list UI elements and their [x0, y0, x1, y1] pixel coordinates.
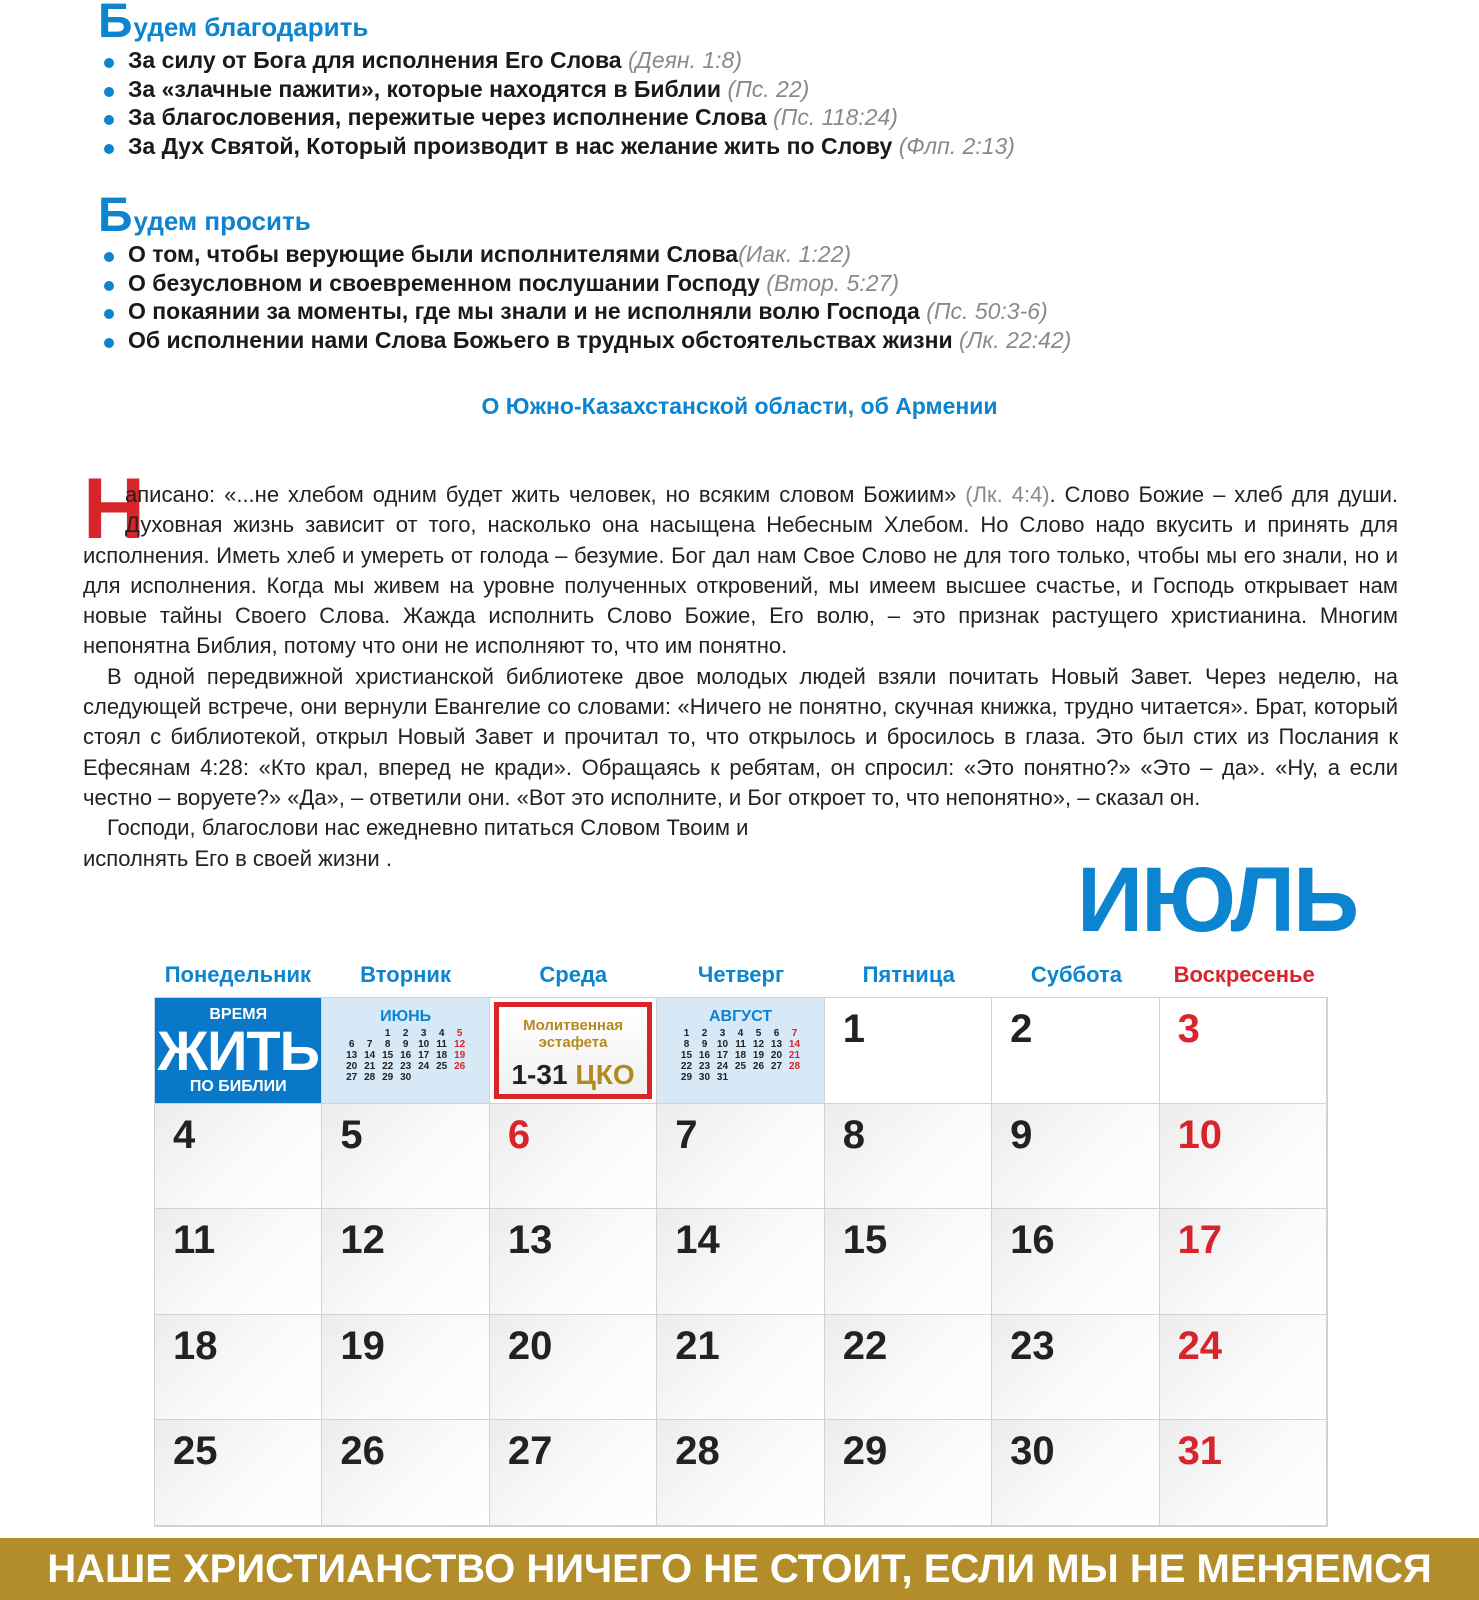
calendar-day-cell[interactable]	[825, 1104, 992, 1210]
mini-day: 12	[752, 1039, 765, 1050]
day-number: 13	[507, 1218, 553, 1263]
calendar-day-cell[interactable]	[657, 1420, 824, 1526]
bullet-icon	[104, 281, 114, 291]
calendar-day-cell[interactable]	[155, 1209, 322, 1315]
mini-month-name: АВГУСТ	[708, 1008, 773, 1025]
mini-day: 29	[680, 1072, 693, 1083]
mini-day	[433, 1072, 451, 1083]
mini-calendar	[677, 1028, 803, 1083]
ask-item: О безусловном и своевременном послушании Господу (Втор. 5:27)	[98, 269, 1071, 298]
day-number: 24	[1177, 1323, 1223, 1368]
calendar-day-cell[interactable]	[322, 1209, 489, 1315]
calendar-day-cell[interactable]	[1160, 1420, 1327, 1526]
thanks-item: За благословения, пережитые через исполнение Слова (Пс. 118:24)	[98, 103, 1015, 132]
mini-day: 29	[382, 1072, 394, 1083]
article-paragraph-2: В одной передвижной христианской библиотеке двое молодых людей взяли почитать Новый Завет. Через неделю, на следующей встрече, они вернули Евангелие со словами: «Ничего не понятно, скучная книжка, трудно читается». Брат, который стоял с библиотекой, открыл Новый Завет и прочитал то, что открылось и бросилось в глаза. Это был стих из Послания к Ефесянам 4:28: «Кто крал, вперед не кради». Обращаясь к ребятам, он спросил: «Это понятно?» «Это – да». «Ну, а если честно – воруете?» «Да», – ответили они. «Вот это исполните, и Бог откроет то, что непонятно», – сказал он.	[83, 663, 1398, 810]
mini-day: 18	[436, 1050, 448, 1061]
brand-cell	[155, 998, 322, 1104]
calendar-day-cell[interactable]	[322, 1315, 489, 1421]
mini-day: 23	[400, 1061, 412, 1072]
mini-day: 20	[770, 1050, 783, 1061]
scripture-ref: (Втор. 5:27)	[766, 269, 899, 296]
calendar-day-cell[interactable]	[825, 1420, 992, 1526]
day-number: 5	[340, 1112, 363, 1157]
mini-day	[731, 1072, 749, 1083]
scripture-ref: (Пс. 22)	[727, 75, 810, 102]
mini-day: 5	[755, 1028, 762, 1039]
mini-day: 10	[716, 1039, 729, 1050]
scripture-ref: (Пс. 118:24)	[773, 104, 898, 130]
mini-day: 1	[384, 1028, 391, 1039]
mini-day	[343, 1028, 361, 1039]
day-number: 15	[842, 1218, 888, 1263]
mini-day: 24	[418, 1061, 430, 1072]
ask-item: Об исполнении нами Слова Божьего в трудных обстоятельствах жизни (Лк. 22:42)	[98, 326, 1071, 355]
mini-day: 22	[382, 1061, 394, 1072]
article	[83, 461, 1398, 874]
mini-day: 27	[346, 1072, 358, 1083]
mini-day: 4	[737, 1028, 744, 1039]
weekday-header	[154, 962, 1328, 988]
mini-month-name: ИЮНЬ	[380, 1008, 432, 1025]
scripture-ref: (Деян. 1:8)	[627, 47, 742, 73]
day-number: 4	[173, 1112, 196, 1157]
mini-day	[451, 1072, 469, 1083]
calendar-day-cell[interactable]	[322, 1420, 489, 1526]
prayer-relay-box	[494, 1002, 652, 1099]
weekday-label: Вторник	[360, 962, 451, 987]
relay-info	[499, 1059, 647, 1091]
mini-day: 14	[364, 1050, 376, 1061]
weekday-label: Четверг	[697, 962, 785, 987]
calendar-day-cell[interactable]	[1160, 1104, 1327, 1210]
day-number: 25	[173, 1429, 218, 1474]
calendar-day-cell[interactable]	[992, 998, 1159, 1104]
day-number: 14	[675, 1218, 720, 1263]
mini-day: 7	[366, 1039, 373, 1050]
mini-day: 6	[773, 1028, 780, 1039]
mini-day: 24	[716, 1061, 729, 1072]
weekday-label: Суббота	[1030, 962, 1123, 987]
mini-day: 19	[454, 1050, 466, 1061]
calendar-day-cell[interactable]	[490, 1420, 657, 1526]
mini-day: 21	[788, 1050, 801, 1061]
bullet-icon	[104, 87, 114, 97]
mini-day	[785, 1072, 803, 1083]
ask-title-text: удем просить	[133, 206, 311, 236]
calendar-day-cell[interactable]	[825, 1209, 992, 1315]
calendar-grid	[154, 997, 1328, 1527]
mini-day	[361, 1028, 379, 1039]
mini-day: 8	[384, 1039, 391, 1050]
drop-cap: Н	[83, 461, 146, 557]
day-number: 31	[1177, 1429, 1223, 1474]
region-heading: О Южно-Казахстанской области, об Армении	[481, 393, 998, 419]
mini-day: 30	[698, 1072, 711, 1083]
mini-day: 9	[402, 1039, 409, 1050]
calendar-day-cell[interactable]	[825, 998, 992, 1104]
mini-day: 11	[436, 1039, 447, 1050]
day-number: 29	[842, 1429, 888, 1474]
weekday-label-sunday: Воскресенье	[1173, 962, 1315, 987]
day-number: 28	[675, 1429, 720, 1474]
brand-line-2: ЖИТЬ	[157, 1019, 319, 1082]
month-title: ИЮЛЬ	[1077, 849, 1358, 951]
weekday-label: Понедельник	[164, 962, 312, 987]
mini-day: 25	[734, 1061, 747, 1072]
mini-day: 5	[456, 1028, 463, 1039]
day-number: 21	[675, 1323, 720, 1368]
weekday-label: Пятница	[862, 962, 955, 987]
calendar-day-cell[interactable]	[490, 1315, 657, 1421]
prev-month-cell	[322, 998, 489, 1104]
mini-day: 19	[752, 1050, 765, 1061]
mini-day: 9	[701, 1039, 708, 1050]
mini-day: 21	[364, 1061, 376, 1072]
day-number: 30	[1010, 1429, 1055, 1474]
bullet-icon	[104, 58, 114, 68]
calendar-day-cell[interactable]	[992, 1104, 1159, 1210]
mini-day: 31	[716, 1072, 729, 1083]
bullet-icon	[104, 338, 114, 348]
day-number: 27	[507, 1429, 553, 1474]
calendar-day-cell[interactable]	[657, 1315, 824, 1421]
mini-day: 23	[698, 1061, 711, 1072]
mini-day	[749, 1072, 767, 1083]
mini-day: 11	[735, 1039, 746, 1050]
mini-day: 8	[683, 1039, 690, 1050]
ask-item: О покаянии за моменты, где мы знали и не исполняли волю Господа (Пс. 50:3-6)	[98, 297, 1071, 326]
mini-day: 10	[418, 1039, 430, 1050]
calendar-day-cell[interactable]	[322, 1104, 489, 1210]
ask-section	[98, 189, 1072, 354]
mini-day: 28	[788, 1061, 801, 1072]
thanks-item: За силу от Бога для исполнения Его Слова (Деян. 1:8)	[98, 46, 1015, 75]
weekday-label: Среда	[539, 962, 608, 987]
mini-day: 30	[400, 1072, 412, 1083]
mini-day: 26	[454, 1061, 466, 1072]
mini-day: 13	[346, 1050, 358, 1061]
day-number: 16	[1010, 1218, 1055, 1263]
scripture-ref: (Лк. 4:4)	[965, 482, 1050, 507]
ask-item: О том, чтобы верующие были исполнителями Слова(Иак. 1:22)	[98, 240, 1071, 269]
thanks-item: За «злачные пажити», которые находятся в Библии (Пс. 22)	[98, 75, 1015, 104]
day-number: 3	[1177, 1007, 1200, 1051]
calendar-day-cell[interactable]	[1160, 1209, 1327, 1315]
calendar-day-cell[interactable]	[155, 1420, 322, 1526]
calendar-day-cell[interactable]	[992, 1420, 1159, 1526]
bullet-icon	[104, 115, 114, 125]
calendar-day-cell[interactable]	[992, 1315, 1159, 1421]
bullet-icon	[104, 252, 114, 262]
thanks-title-text: удем благодарить	[133, 12, 369, 42]
mini-day: 12	[454, 1039, 466, 1050]
thanks-title	[98, 0, 1015, 48]
day-number: 2	[1010, 1007, 1033, 1051]
mini-day: 22	[680, 1061, 693, 1072]
next-month-cell	[657, 998, 824, 1104]
calendar-day-cell[interactable]	[1160, 998, 1327, 1104]
bullet-icon	[104, 309, 114, 319]
thanks-item: За Дух Святой, Который производит в нас желание жить по Слову (Флп. 2:13)	[98, 132, 1015, 161]
mini-day: 3	[719, 1028, 726, 1039]
article-paragraph-1: Н аписано: «...не хлебом одним будет жить человек, но всяким словом Божиим» (Лк. 4:4). Слово Божие – хлеб для души. Духовная жизнь зависит от того, насколько она насыщена Небесным Хлебом. Но Слово надо вкусить и принять для исполнения. Иметь хлеб и умереть от голода – безумие. Бог дал нам Свое Слово не для того только, чтобы мы его знали, но и для исполнения. Когда мы живем на уровне полученных откровений, мы имеем высшее счастье, и Господь открывает нам новые тайны Своего Слова. Жажда исполнить Слово Божие, Его волю, – это признак растущего христианина. Многим непонятна Библия, потому что они не исполняют то, что им понятно.	[83, 461, 1398, 659]
mini-day: 2	[402, 1028, 409, 1039]
ask-list	[98, 240, 1071, 354]
day-number: 12	[340, 1218, 385, 1263]
scripture-ref: (Пс. 50:3-6)	[926, 298, 1048, 324]
calendar-day-cell[interactable]	[992, 1209, 1159, 1315]
mini-day: 4	[438, 1028, 445, 1039]
day-number: 11	[173, 1218, 216, 1263]
thanks-list	[98, 46, 1015, 160]
day-number: 20	[507, 1323, 553, 1368]
calendar-day-cell[interactable]	[490, 1104, 657, 1210]
mini-day: 26	[752, 1061, 765, 1072]
mini-day: 15	[382, 1050, 394, 1061]
brand-line-1: ВРЕМЯ	[209, 1006, 268, 1023]
mini-day: 2	[701, 1028, 708, 1039]
ask-title	[98, 189, 1071, 242]
brand-line-3: ПО БИБЛИИ	[189, 1078, 287, 1095]
calendar-day-cell[interactable]	[1160, 1315, 1327, 1421]
mini-day: 16	[400, 1050, 412, 1061]
mini-day: 13	[770, 1039, 783, 1050]
thanks-section	[98, 2, 1015, 160]
mini-day: 18	[734, 1050, 747, 1061]
calendar-day-cell[interactable]	[657, 1104, 824, 1210]
calendar-day-cell[interactable]	[155, 1104, 322, 1210]
calendar-day-cell[interactable]	[155, 1315, 322, 1421]
day-number: 8	[842, 1112, 865, 1157]
mini-day: 16	[698, 1050, 711, 1061]
mini-day: 1	[683, 1028, 690, 1039]
mini-day: 17	[418, 1050, 430, 1061]
mini-day	[415, 1072, 433, 1083]
mini-calendar	[343, 1028, 469, 1083]
mini-day	[767, 1072, 785, 1083]
prayer-relay-cell	[490, 998, 657, 1104]
day-number: 1	[842, 1007, 865, 1051]
mini-day: 20	[346, 1061, 358, 1072]
day-number: 10	[1177, 1112, 1223, 1157]
mini-day: 28	[364, 1072, 376, 1083]
footer-banner: НАШЕ ХРИСТИАНСТВО НИЧЕГО НЕ СТОИТ, ЕСЛИ МЫ НЕ МЕНЯЕМСЯ	[0, 1538, 1479, 1600]
mini-day: 15	[680, 1050, 693, 1061]
mini-day: 6	[348, 1039, 355, 1050]
bullet-icon	[104, 144, 114, 154]
thanks-title-initial: Б	[98, 0, 133, 48]
mini-day: 27	[770, 1061, 783, 1072]
ask-title-initial: Б	[98, 189, 133, 242]
mini-day: 17	[716, 1050, 729, 1061]
scripture-ref: (Флп. 2:13)	[898, 132, 1015, 159]
calendar-day-cell[interactable]	[825, 1315, 992, 1421]
relay-dates: 1-31	[511, 1059, 568, 1090]
day-number: 26	[340, 1429, 385, 1474]
relay-region: ЦКО	[575, 1059, 635, 1090]
article-paragraph-3: Господи, благослови нас ежедневно питаться Словом Твоим и исполнять Его в своей жизни .	[83, 815, 749, 871]
day-number: 23	[1010, 1323, 1055, 1368]
day-number: 22	[842, 1323, 888, 1368]
day-number: 17	[1177, 1218, 1223, 1263]
mini-day: 25	[436, 1061, 448, 1072]
scripture-ref: (Иак. 1:22)	[738, 241, 852, 267]
calendar-day-cell[interactable]	[490, 1209, 657, 1315]
mini-day: 3	[420, 1028, 427, 1039]
calendar-day-cell[interactable]	[657, 1209, 824, 1315]
scripture-ref: (Лк. 22:42)	[959, 326, 1072, 353]
day-number: 7	[675, 1112, 698, 1157]
relay-title: Молитвенная эстафета	[523, 1017, 624, 1051]
day-number: 6	[507, 1112, 531, 1157]
day-number: 9	[1010, 1112, 1033, 1157]
day-number: 19	[340, 1323, 385, 1368]
mini-day: 7	[791, 1028, 798, 1039]
mini-day: 14	[788, 1039, 801, 1050]
day-number: 18	[173, 1323, 218, 1368]
